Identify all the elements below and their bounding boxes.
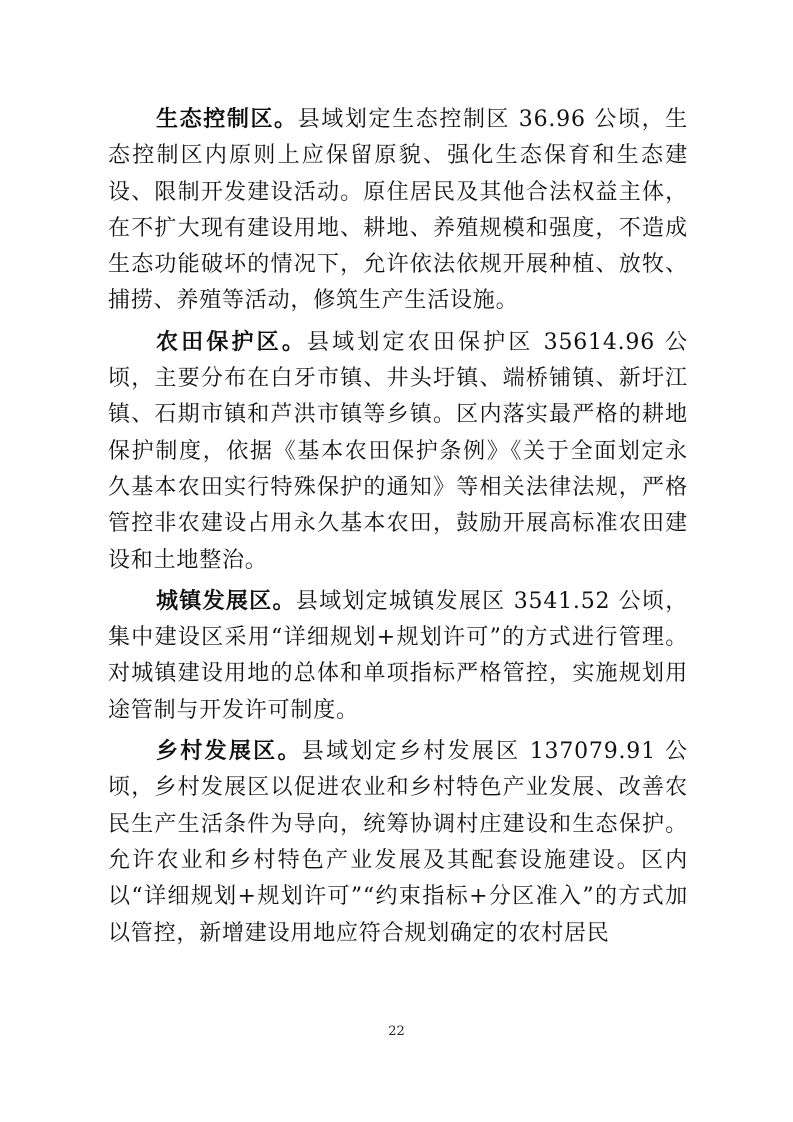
body-urban-development: 县域划定城镇发展区 3541.52 公顷，集中建设区采用“详细规划+规划许可”的方式进行管理。对城镇建设用地的总体和单项指标严格管控，实施规划用途管制与开发许可制度。 [108, 588, 688, 723]
document-page [108, 101, 688, 956]
paragraph-urban-development [108, 583, 688, 729]
page-number: 22 [388, 1024, 405, 1039]
heading-ecological-control: 生态控制区。 [156, 106, 298, 132]
paragraph-farmland-protection [108, 324, 688, 579]
body-rural-development: 县域划定乡村发展区 137079.91 公顷，乡村发展区以促进农业和乡村特色产业发展、改善农民生产生活条件为导向，统筹协调村庄建设和生态保护。允许农业和乡村特色产业发展及其配套设施建设。区内以“详细规划+规划许可”“约束指标+分区准入”的方式加以管控，新增建设用地应符合规划确定的农村居民 [108, 739, 688, 946]
heading-rural-development: 乡村发展区。 [156, 738, 302, 765]
paragraph-ecological-control [108, 101, 688, 320]
heading-farmland-protection: 农田保护区。 [156, 328, 307, 355]
paragraph-rural-development [108, 733, 688, 952]
body-farmland-protection: 县域划定农田保护区 35614.96 公顷，主要分布在白牙市镇、井头圩镇、端桥铺镇、新圩江镇、石期市镇和芦洪市镇等乡镇。区内落实最严格的耕地保护制度，依据《基本农田保护条例》《关于全面划定永久基本农田实行特殊保护的通知》等相关法律法规，严格管控非农建设占用永久基本农田，鼓励开展高标准农田建设和土地整治。 [108, 329, 688, 573]
heading-urban-development: 城镇发展区。 [156, 587, 296, 614]
body-ecological-control: 县域划定生态控制区 36.96 公顷，生态控制区内原则上应保留原貌、强化生态保育和生态建设、限制开发建设活动。原住居民及其他合法权益主体，在不扩大现有建设用地、耕地、养殖规模和强度，不造成生态功能破坏的情况下，允许依法依规开展种植、放牧、捕捞、养殖等活动，修筑生产生活设施。 [108, 107, 688, 314]
